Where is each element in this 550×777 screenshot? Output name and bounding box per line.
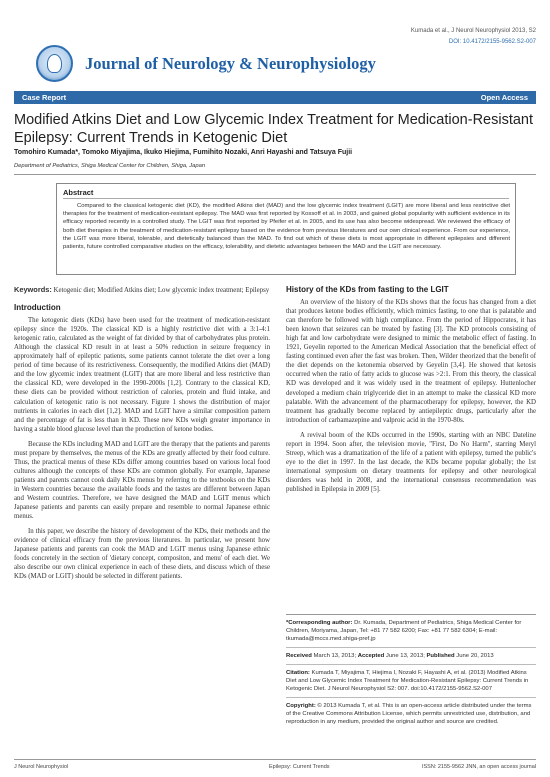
journal-logo-icon <box>36 45 73 82</box>
copyright-label: Copyright: <box>286 703 316 709</box>
intro-paragraph-1: The ketogenic diets (KDs) have been used for the treatment of medication-resistant epilepsy since the 1920s. The classical KD is a highly restrictive diet with a 3:1-4:1 ketogenic ratio, calculated as the weight of fat divided by that of carbohydrates plus protein. Although the classical KD result in at least a 50% reduction in seizure frequency in approximately half of epileptic patients, some patients cannot tolerate the diet over a long period of time because of its restrictiveness. Consequently, the modified Atkins diet (MAD) and the low glycemic index treatment (LGIT) that are more liberal and less restrictive than the classical KD, were developed in the 1990-2000s [1,2]. Contrary to the classical KD, these diets can be provided without restriction of calories, protein and fluid intake, and calculation of ketogenic ratio is not necessary. Figure 1 shows the distribution of major nutrients in calories in each diet [1,2]. MAD and LGIT have a similar composition pattern and the percentage of fat is less than in KD. These new KDs weigh greater importance in having a stable blood glucose level than the production of ketone bodies. <box>14 317 270 433</box>
article-type-label: Case Report <box>22 93 67 102</box>
correspondence-box <box>286 614 536 730</box>
accepted-label: Accepted <box>357 653 385 659</box>
page-footer <box>14 759 536 770</box>
published-label: Published <box>426 653 455 659</box>
citation-block <box>286 669 536 693</box>
abstract-box <box>56 183 516 275</box>
footer-issn: ISSN: 2155-9562 JNN, an open access journal <box>421 764 536 770</box>
published-date: June 20, 2013 <box>454 653 494 659</box>
abstract-heading: Abstract <box>63 188 94 197</box>
open-access-label: Open Access <box>480 93 528 102</box>
abstract-text: Compared to the classical ketogenic diet (KD), the modified Atkins diet (MAD) and the low glycemic index treatment (LGIT) are more liberal and less restrictive diet therapies for the treatment of medication-resistant epilepsy. The MAD was first reported by Kossoff et al. in 2003, and gained global popularity with sufficient evidence in its efficacy reported recently in a controlled study. The LGIT was first reported by Pfeifer et al. in 2005, and its use has also become widespread. We reviewed the efficacy of both diet therapies in the treatment of medication-resistant epilepsy based on the evidence from previous literatures and our own clinical experience. From our experience, the LGIT was more liberal, tolerable, and dietetically balanced than the MAD. To find out which of these diets is most appropriate in different epilepsies and different patients, future controlled comparative studies on the efficacy, tolerability, and dietetic advantages between the MAD and the LGIT are necessary. <box>63 203 510 251</box>
copyright-block <box>286 702 536 726</box>
header-citation <box>411 26 536 48</box>
footer-issue: Epilepsy: Current Trends <box>269 764 330 770</box>
doi-link[interactable]: DOI: 10.4172/2155-9562.S2-007 <box>448 39 536 45</box>
affiliation: Department of Pediatrics, Shiga Medical Center for Children, Shiga, Japan <box>14 163 206 169</box>
intro-paragraph-2: Because the KDs including MAD and LGIT are the therapy that the patients and parents must prepare by themselves, the menus of the KDs are greatly affected by their food culture. Thus, the practical menus of these KDs differ among countries based on various local food cultures although the concepts of these KDs are common globally. For example, Japanese patients and parents cannot cook daily KDs menus by referring to the textbooks on the KDs in Western countries because the available foods and the tastes are different between Japan and Western countries. Therefore, we have designed the MAD and LGIT menus which Japanese patients and parents can easily prepare and resemble to normal Japanese ethnic menus. <box>14 440 270 521</box>
history-paragraph-2: A revival boom of the KDs occurred in the 1990s, starting with an NBC Dateline report in 1994. Soon after, the television movie, "First, Do No Harm", starring Meryl Streep, which was a dramatization of the life of a patient with epilepsy, turned the public's eye to the diet in 1997. In the last decade, the KDs became popular globally; the 1st international symposium on dietary treatments for epilepsy and other neurological disorders was held in 2008, and the international consensus recommendation was published in Epilepsia in 2009 [5]. <box>286 431 536 493</box>
journal-header <box>0 0 550 85</box>
corresponding-author-label: *Corresponding author: <box>286 620 353 626</box>
accepted-date: June 13, 2013; <box>384 653 427 659</box>
citation-text: Kumada T, Miyajima T, Hiejima I, Nozaki F, Hayashi A, et al. (2013) Modified Atkins Diet and Low Glycemic Index Treatment for Medication-Resistant Epilepsy: Current Trends in Ketogenic Diet. J Neurol Neurophysiol S2: 007. doi:10.4172/2155-9562.S2-007 <box>286 670 529 692</box>
keywords <box>14 285 270 295</box>
abstract-divider <box>63 198 509 199</box>
keywords-text: Ketogenic diet; Modified Atkins diet; Low glycemic index treatment; Epilepsy <box>51 287 270 294</box>
correspondence-divider-2 <box>286 664 536 665</box>
author-list: Tomohiro Kumada*, Tomoko Miyajima, Ikuko Hiejima, Fumihito Nozaki, Anri Hayashi and Tatsuya Fujii <box>14 149 353 156</box>
keywords-label: Keywords: <box>14 285 52 294</box>
left-column <box>14 285 270 587</box>
history-paragraph-1: An overview of the history of the KDs shows that the focus has changed from a diet that produces ketone bodies efficiently, which mimics fasting, to one that is palatable and can therefore be followed with high compliance. From the period of Hippocrates, it has been known that seizures can be treated by fasting [3]. The KD protocols consisting of high fat and low carbohydrate were designed to mimic the metabolic effect of fasting. In 1921, Geyelin reported to the American Medical Association that the beneficial effect of fasting continued even after the fast was broken. Then, Wilder theorized that the benefit of the diet depends on the ketonemia observed by Geyelin [3,4]. He showed that ketosis occurred when the ratio of fatty acids to glucose was >2:1. From this theory, the classical KD was developed and it was widely used in the treatment of epilepsy. Huttenlocher developed a medium chain triglyceride diet in an attempt to make the classical KD more palatable. With the advancement of the pharmacotherapy for epilepsy, however, the KD treatment has gradually become replaced by antiepileptic drugs, particularly after the introduction of carbamazepine and valproic acid in the 1970-80s. <box>286 299 536 424</box>
correspondence-divider-1 <box>286 647 536 648</box>
received-date: March 13, 2013; <box>311 653 358 659</box>
footer-journal: J Neurol Neurophysiol <box>14 764 69 770</box>
received-label: Received <box>286 653 312 659</box>
copyright-text: © 2013 Kumada T, et al. This is an open-access article distributed under the terms of the Creative Commons Attribution License, which permits unrestricted use, distribution, and reproduction in any medium, provided the original author and source are credited. <box>286 703 532 725</box>
article-type-bar <box>14 91 536 104</box>
citation-line: Kumada et al., J Neurol Neurophysiol 2013, S2 <box>410 28 536 34</box>
article-title: Modified Atkins Diet and Low Glycemic Index Treatment for Medication-Resistant Epilepsy: Current Trends in Ketogenic Diet <box>14 112 534 146</box>
title-divider <box>14 174 536 175</box>
corresponding-author-text[interactable]: Dr. Kumada, Department of Pediatrics, Shiga Medical Center for Children, Moriyama, Japan, Tel: +81 77 582 6200; Fax: +81 77 582 6304; E-mail: tkumada@mccs.med.shiga-pref.jp <box>286 620 522 642</box>
right-column <box>286 285 536 500</box>
citation-label: Citation: <box>286 670 310 676</box>
journal-title[interactable]: Journal of Neurology & Neurophysiology <box>85 54 376 73</box>
correspondence-divider-3 <box>286 697 536 698</box>
received-dates <box>286 652 536 660</box>
intro-paragraph-3: In this paper, we describe the history of development of the KDs, their methods and the evidence of clinical efficacy from the previous literatures. In particular, we present how Japanese patients and parents can cook the MAD and LGIT menus using Japanese ethnic foods concretely in the section of 'dietary concept, compositon, and menu' of each diet. We also describe our own clinical experience in each of these diets, and discuss which of these KDs (MAD or LGIT) should be selected in different patients. <box>14 528 270 581</box>
introduction-heading: Introduction <box>14 303 61 313</box>
corresponding-author <box>286 619 536 643</box>
history-heading: History of the KDs from fasting to the LGIT <box>286 285 449 294</box>
